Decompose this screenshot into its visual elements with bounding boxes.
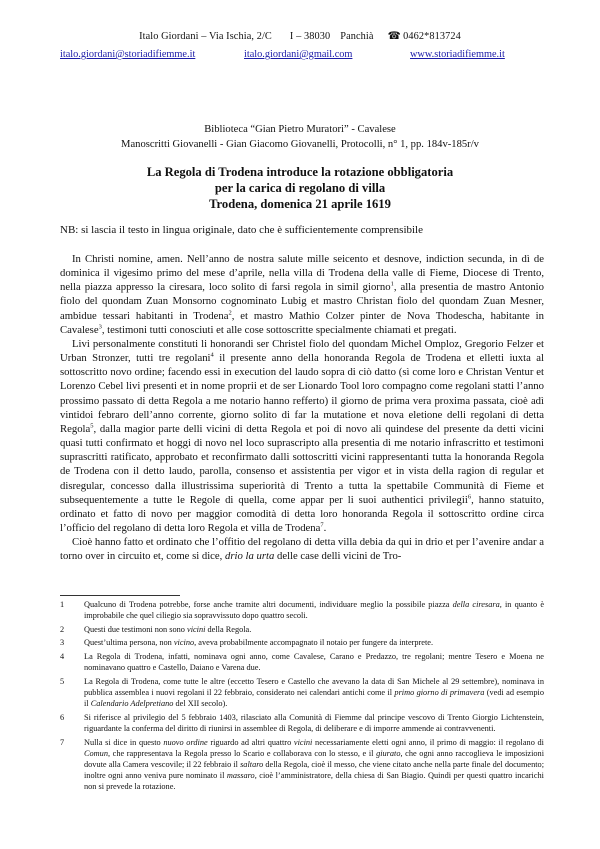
contact-links bbox=[0, 49, 600, 63]
footnote-ref: 6 bbox=[467, 493, 472, 501]
paragraph-3: Cioè hanno fatto et ordinato che l’offitio del regolano di detta villa debia da qui in drio et per l’avenire andar a torno over in circuito et, come si dice, drio la urta delle case delli vicini de Tro- bbox=[60, 536, 544, 563]
town-name: Panchià bbox=[340, 31, 374, 42]
paragraph-2: Livi personalmente constituti li honorandi ser Christel fiolo del quondam Michel Omploz, Gregorio Felzer et Urban Stronzer, tutti tre regolani$^4$ il presente anno della honoranda Regola de Trodena et elletti iuxta al sottoscritto novo ordine; facendo essi in execution del laudo sopra di ciò datto (sì come loro e Christan Ventur et Lorenzo Cebel livi presenti et in nome proprii et de ser Lionardo Tool loro compagno come regolani statti l’anno prossimo passato di detta Regola a me notario hanno refferto) il giorno de prima vera proxima passata, cioè adì vintidoi febraro dell’anno corrente, giorno solito di far la mutatione et nova eletione delli regolani di detta Regola$^5$, dalla magior parte delli vicini di detta Regola et poi di novo ali quindese del presente da detti vicini quasi tutti confirmato et hoggi di novo nel loco suprascripto alla presentia di me notario infrascritto et testimoni suprascritti ratificato, approbato et reconfirmato dalli sottoscritti vicini rappresentanti tutta la honoranda Regola de Trodena con il detto laudo, parolla, consenso et assistentia per vigor et in vista della ragion di regular et disregular, concesso dalla illustrissima superiorità di Trento a tutta la spettabile Communità di Fieme et subsequentemente a tutte le Regole di quella, come appar per li suoi authentici privilegii$^6$, hanno statuito, ordinato et fatto di novo per maggior comodità di detta loro honoranda Regola il sottoscritto ordine circa l’officio del regolano di detta loro Regola et villa de Trodena$^7$. bbox=[60, 337, 544, 534]
footnote-ref: 2 bbox=[228, 309, 232, 317]
footnote-5: 5 La Regola di Trodena, come tutte le altre (eccetto Tesero e Castello che avevano la data di San Michele al 29 settembre), nominava in pubblica assemblea i nuovi regolani il 22 febbraio, considerato nei calendari antichi come il primo giorno di primavera (vedi ad esempio il Calendario Adelpretiano del XII secolo). bbox=[60, 676, 544, 709]
phone-number: ☎ 0462*813724 bbox=[387, 31, 461, 42]
footnote-divider bbox=[60, 595, 180, 596]
footnote-ref: 1 bbox=[390, 280, 394, 288]
footnote-7: 7 Nulla si dice in questo nuovo ordine riguardo ad altri quattro vicini necessariamente eletti ogni anno, il primo di maggio: il regolano di Comun, che rappresentava la Regola presso lo Scario e collaborava con lo stesso, e il giurato, che ogni anno raccoglieva le imposizioni dovute alla Camera vescovile; il 22 febbraio il saltaro della Regola, cioè il messo, che viene citato anche nella parte finale del documento; inoltre ogni anno veniva pure nominato il massaro, cioè l’amministratore, della chiesa di San Biagio. Quindi per questi quattro incarichi non si prevede la rotazione. bbox=[60, 737, 545, 791]
library-name: Biblioteca “Gian Pietro Muratori” - Cavalese bbox=[204, 124, 396, 135]
footnote-2: 2 Questi due testimoni non sono vicini della Regola. bbox=[60, 624, 252, 634]
title-line-2: per la carica di regolano di villa bbox=[214, 181, 386, 195]
footnote-ref: 3 bbox=[98, 323, 102, 331]
footnote-6: 6 Si riferisce al privilegio del 5 febbraio 1403, rilasciato alla Comunità di Fiemme dal principe vescovo di Trento Giorgio Lichtenstein, riguardante la conferma del diritto di riunirsi in assemblee di Regola, di deliberare e di imporre ammende ai contravvenenti. bbox=[60, 712, 544, 733]
author-address: Italo Giordani – Via Ischia, 2/C bbox=[139, 31, 272, 42]
footnote-4: 4 La Regola di Trodena, infatti, nominava ogni anno, come Cavalese, Carano e Predazzo, tre regolani; mentre Tesero e Moena ne nominavano quattro e Castello, Daiano e Varena due. bbox=[60, 652, 544, 673]
document-title bbox=[0, 164, 600, 212]
author-header bbox=[0, 30, 600, 42]
title-date: Trodena, domenica 21 aprile 1619 bbox=[209, 197, 391, 211]
document-body bbox=[60, 252, 544, 563]
email-link-storiadifiemme[interactable]: italo.giordani@storiadifiemme.it bbox=[60, 49, 196, 60]
website-link[interactable]: www.storiadifiemme.it bbox=[410, 49, 505, 60]
paragraph-1: In Christi nomine, amen. Nell’anno de nostra salute mille seicento et desnove, indiction secunda, in dì de dominica il vigesimo primo del mese d’aprile, nella villa di Trodena della valle di Fieme, Diocese di Trento, nella piazza appresso la ciresara, loco solito di farsi regola in simil giorno$^1$, alla presentia de mastro Antonio fiolo del quondam Zuan Monsorno cognominato Lubig et mastro Christan fiolo del quondam Zuan Mesner, ambidue tessari habitanti in Trodena$^2$, et mastro Mathio Colzer pinter de Nova Thodescha, habitante in Cavalese$^3$, testimoni tutti conosciuti et alle cose sottoscritte specialmente chiamati et pregati. bbox=[60, 253, 544, 336]
email-link-gmail[interactable]: italo.giordani@gmail.com bbox=[244, 49, 353, 60]
footnote-ref: 5 bbox=[90, 422, 94, 430]
footnote-ref: 7 bbox=[320, 521, 324, 529]
manuscript-reference: Manoscritti Giovanelli - Gian Giacomo Giovanelli, Protocolli, n° 1, pp. 184v-185r/v bbox=[121, 139, 479, 150]
source-reference bbox=[0, 122, 600, 152]
postal-code: I – 38030 bbox=[289, 31, 331, 42]
footnote-3: 3 Quest’ultima persona, non vicino, aveva probabilmente accompagnato il notaio per fungere da interprete. bbox=[60, 638, 434, 648]
footnote-1: 1 Qualcuno di Trodena potrebbe, forse anche tramite altri documenti, individuare meglio la possibile piazza della ciresara, in quanto è improbabile che quel ciliegio sia sopravvissuto dopo quattro secoli. bbox=[60, 600, 545, 621]
nb-note: NB: si lascia il testo in lingua originale, dato che è sufficientemente comprensibile bbox=[60, 224, 423, 236]
title-line-1: La Regola di Trodena introduce la rotazione obbligatoria bbox=[146, 165, 454, 179]
footnotes bbox=[60, 599, 544, 795]
footnote-ref: 4 bbox=[210, 351, 214, 359]
